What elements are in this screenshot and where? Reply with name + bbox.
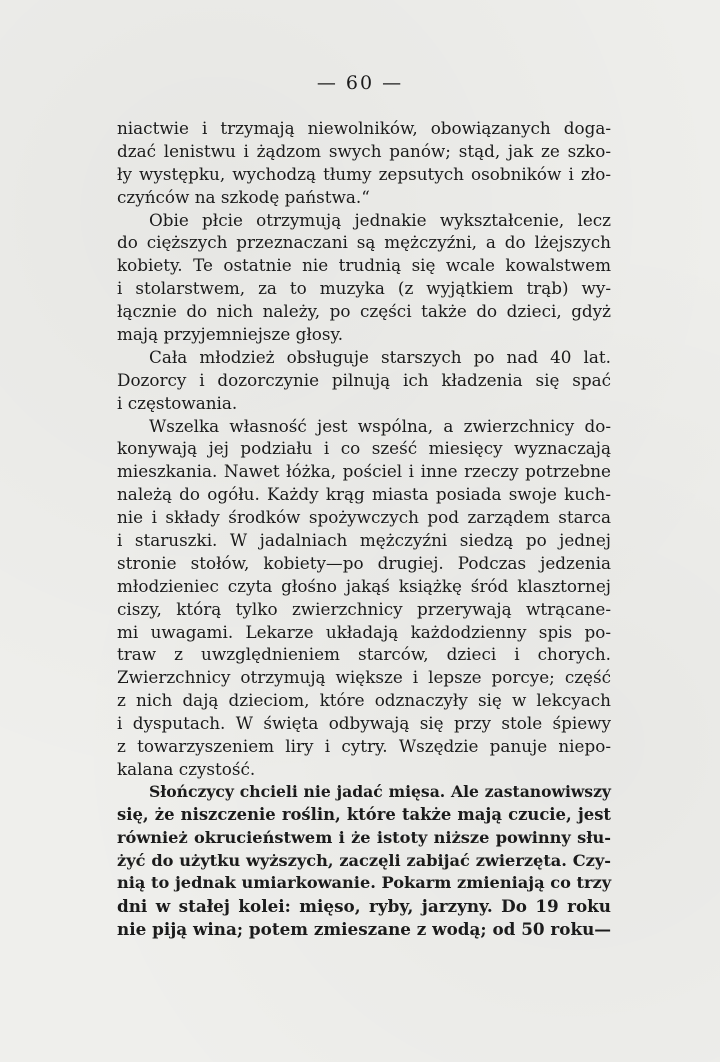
paragraph: [117, 209, 611, 346]
paragraph: [117, 415, 611, 781]
text-line: Zwierzchnicy otrzymują większe i lepsze porcye; część: [117, 667, 611, 688]
text-line: się, że niszczenie roślin, które także mają czucie, jest: [117, 804, 611, 824]
text-line: czyńców na szkodę państwa.“: [117, 186, 370, 207]
text-line: konywają jej podziału i co sześć miesięcy wyznaczają: [117, 438, 611, 459]
page-number: — 60 —: [316, 72, 404, 94]
text-line: z nich dają dzieciom, które odznaczyły się w lekcyach: [117, 690, 611, 711]
paragraph: [117, 117, 611, 209]
text-line: nie piją wina; potem zmieszane z wodą; od 50 roku—: [117, 919, 612, 940]
text-line: ciszy, którą tylko zwierzchnicy przerywają wtrącane-: [117, 598, 611, 619]
text-line: i staruszki. W jadalniach mężczyźni siedzą po jednej: [117, 530, 611, 551]
text-line: mi uwagami. Lekarze układają każdodzienny spis po-: [117, 621, 611, 642]
text-line: Wszelka własność jest wspólna, a zwierzchnicy do-: [149, 415, 611, 436]
text-line: kobiety. Te ostatnie nie trudnią się wcale kowalstwem: [117, 255, 611, 276]
text-line: mieszkania. Nawet łóżka, pościel i inne rzeczy potrzebne: [117, 461, 611, 482]
text-line: Słończycy chcieli nie jadać mięsa. Ale zastanowiwszy: [149, 781, 611, 801]
text-line: łącznie do nich należy, po części także do dzieci, gdyż: [117, 301, 611, 322]
text-line: i częstowania.: [117, 392, 238, 413]
text-line: Dozorcy i dozorczynie pilnują ich kładzenia się spać: [117, 369, 611, 390]
text-line: i stolarstwem, za to muzyka (z wyjątkiem trąb) wy-: [117, 278, 611, 299]
text-line: z towarzyszeniem liry i cytry. Wszędzie panuje niepo-: [117, 736, 611, 757]
text-line: żyć do użytku wyższych, zaczęli zabijać zwierzęta. Czy-: [117, 850, 611, 870]
text-line: młodzieniec czyta głośno jakąś książkę śród klasztornej: [117, 575, 611, 596]
text-line: niactwie i trzymają niewolników, obowiązanych doga-: [117, 118, 611, 138]
text-line: ły występku, wychodzą tłumy zepsutych osobników i zło-: [117, 163, 611, 184]
text-line: i dysputach. W święta odbywają się przy stole śpiewy: [117, 713, 611, 734]
paragraph: [117, 346, 611, 415]
text-line: również okrucieństwem i że istoty niższe powinny słu-: [117, 827, 611, 847]
text-line: należą do ogółu. Każdy krąg miasta posiada swoje kuch-: [117, 484, 611, 505]
text-line: nią to jednak umiarkowanie. Pokarm zmieniają co trzy: [117, 873, 612, 893]
text-line: traw z uwzględnieniem starców, dzieci i chorych.: [117, 644, 611, 665]
text-line: Obie płcie otrzymują jednakie wykształcenie, lecz: [149, 209, 611, 230]
text-line: kalana czystość.: [117, 758, 256, 779]
text-line: dni w stałej kolei: mięso, ryby, jarzyny. Do 19 roku: [117, 896, 611, 917]
text-line: stronie stołów, kobiety—po drugiej. Podczas jedzenia: [117, 552, 611, 573]
paragraph: [117, 781, 611, 941]
body-text: [117, 117, 611, 941]
text-line: nie i składy środków spożywczych pod zarządem starca: [117, 507, 611, 528]
text-line: mają przyjemniejsze głosy.: [117, 324, 344, 345]
text-line: dzać lenistwu i żądzom swych panów; stąd, jak ze szko-: [117, 140, 611, 161]
text-line: Cała młodzież obsługuje starszych po nad 40 lat.: [149, 346, 611, 367]
text-line: do cięższych przeznaczani są mężczyźni, a do lżejszych: [117, 232, 611, 253]
